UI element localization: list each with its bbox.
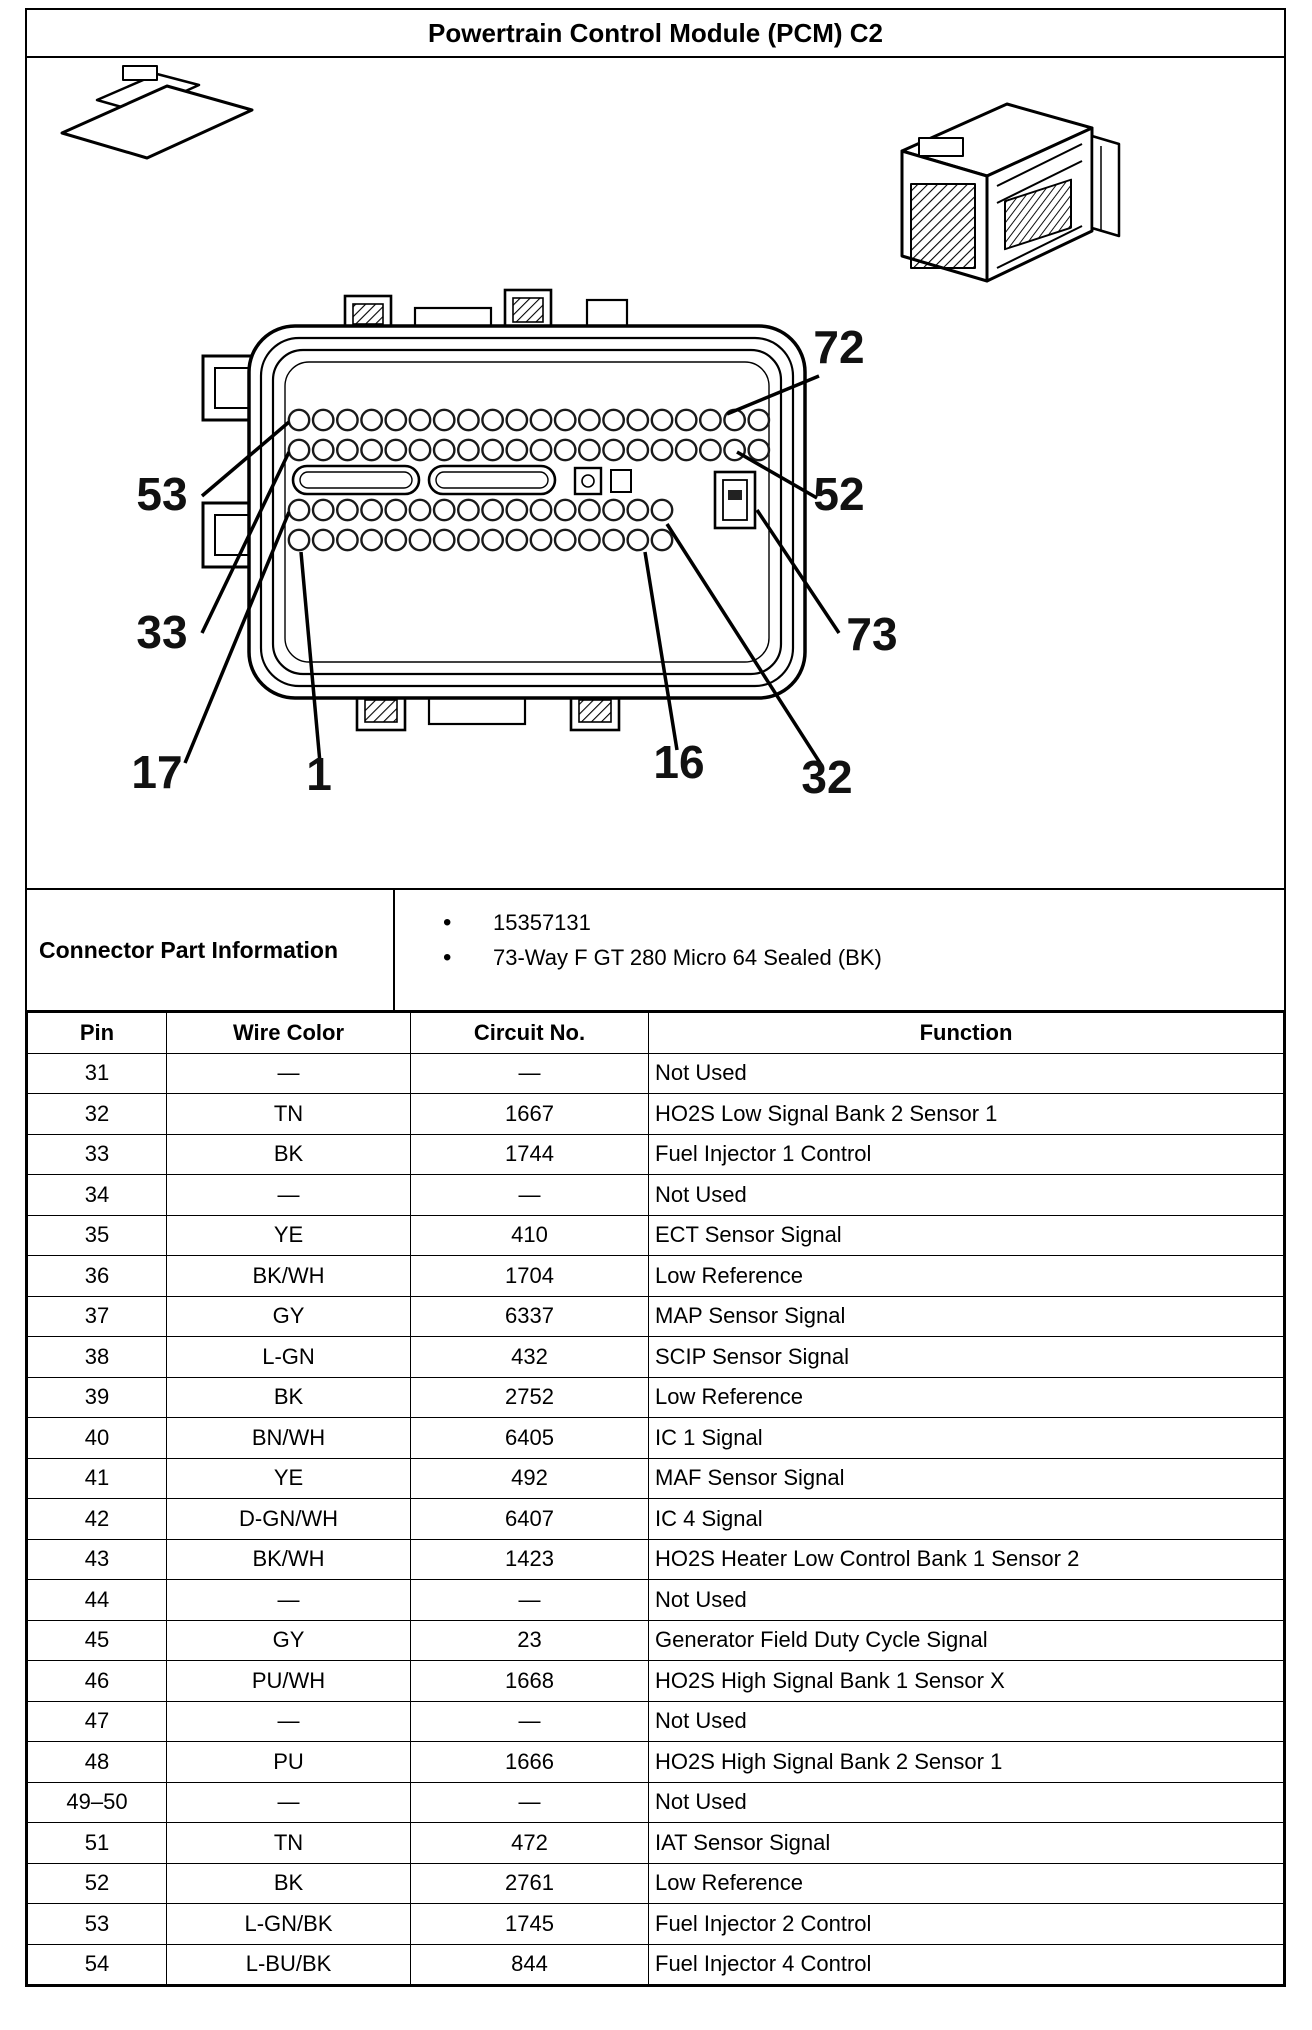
table-row bbox=[28, 1458, 1284, 1499]
pin-cell: 32 bbox=[28, 1094, 167, 1135]
circuit-no-cell: 1668 bbox=[411, 1661, 649, 1702]
pin-cell: 37 bbox=[28, 1296, 167, 1337]
function-cell: Not Used bbox=[649, 1175, 1284, 1216]
pin-cell: 34 bbox=[28, 1175, 167, 1216]
function-cell: HO2S Heater Low Control Bank 1 Sensor 2 bbox=[649, 1539, 1284, 1580]
table-row bbox=[28, 1863, 1284, 1904]
pin-cell: 36 bbox=[28, 1256, 167, 1297]
function-cell: HO2S High Signal Bank 2 Sensor 1 bbox=[649, 1742, 1284, 1783]
column-header-wire-color: Wire Color bbox=[167, 1013, 411, 1054]
wire-color-cell: BK bbox=[167, 1377, 411, 1418]
connector-part-information-label: Connector Part Information bbox=[27, 890, 395, 1010]
circuit-no-cell: 1704 bbox=[411, 1256, 649, 1297]
table-row bbox=[28, 1499, 1284, 1540]
table-row bbox=[28, 1134, 1284, 1175]
wire-color-cell: L-GN bbox=[167, 1337, 411, 1378]
wire-color-cell: GY bbox=[167, 1296, 411, 1337]
function-cell: HO2S Low Signal Bank 2 Sensor 1 bbox=[649, 1094, 1284, 1135]
pin-cell: 41 bbox=[28, 1458, 167, 1499]
pin-cell: 46 bbox=[28, 1661, 167, 1702]
table-row bbox=[28, 1377, 1284, 1418]
wire-color-cell: PU bbox=[167, 1742, 411, 1783]
table-row bbox=[28, 1337, 1284, 1378]
wire-color-cell: D-GN/WH bbox=[167, 1499, 411, 1540]
pinout-table-body bbox=[28, 1053, 1284, 1985]
callout-52: 52 bbox=[813, 468, 865, 520]
table-row bbox=[28, 1175, 1284, 1216]
content-frame bbox=[25, 8, 1286, 1987]
table-row bbox=[28, 1782, 1284, 1823]
pin-cell: 47 bbox=[28, 1701, 167, 1742]
function-cell: Fuel Injector 2 Control bbox=[649, 1904, 1284, 1945]
pin-cell: 33 bbox=[28, 1134, 167, 1175]
part-info-bullets bbox=[443, 909, 1284, 972]
column-header-pin: Pin bbox=[28, 1013, 167, 1054]
function-cell: Not Used bbox=[649, 1053, 1284, 1094]
callout-73: 73 bbox=[846, 608, 898, 660]
circuit-no-cell: — bbox=[411, 1175, 649, 1216]
circuit-no-cell: 2752 bbox=[411, 1377, 649, 1418]
connector-front-view bbox=[203, 290, 805, 730]
pin-cell: 53 bbox=[28, 1904, 167, 1945]
circuit-no-cell: 432 bbox=[411, 1337, 649, 1378]
connector-description: • 73-Way F GT 280 Micro 64 Sealed (BK) bbox=[443, 944, 1284, 972]
function-cell: SCIP Sensor Signal bbox=[649, 1337, 1284, 1378]
circuit-no-cell: 1745 bbox=[411, 1904, 649, 1945]
wire-color-cell: BK/WH bbox=[167, 1256, 411, 1297]
circuit-no-cell: — bbox=[411, 1580, 649, 1621]
circuit-no-cell: 1666 bbox=[411, 1742, 649, 1783]
pin-cell: 43 bbox=[28, 1539, 167, 1580]
circuit-no-cell: 492 bbox=[411, 1458, 649, 1499]
function-cell: IC 1 Signal bbox=[649, 1418, 1284, 1459]
wire-color-cell: L-BU/BK bbox=[167, 1944, 411, 1985]
wire-color-cell: — bbox=[167, 1580, 411, 1621]
table-row bbox=[28, 1580, 1284, 1621]
wire-color-cell: YE bbox=[167, 1458, 411, 1499]
pinout-table bbox=[27, 1012, 1284, 1985]
table-row bbox=[28, 1215, 1284, 1256]
table-row bbox=[28, 1094, 1284, 1135]
function-cell: Generator Field Duty Cycle Signal bbox=[649, 1620, 1284, 1661]
callout-17: 17 bbox=[131, 746, 183, 798]
callout-53: 53 bbox=[136, 468, 188, 520]
column-header-function: Function bbox=[649, 1013, 1284, 1054]
pin-cell: 48 bbox=[28, 1742, 167, 1783]
table-row bbox=[28, 1620, 1284, 1661]
pin-cell: 35 bbox=[28, 1215, 167, 1256]
table-row bbox=[28, 1256, 1284, 1297]
wire-color-cell: BK bbox=[167, 1863, 411, 1904]
table-row bbox=[28, 1296, 1284, 1337]
function-cell: Low Reference bbox=[649, 1256, 1284, 1297]
wire-color-cell: BK/WH bbox=[167, 1539, 411, 1580]
function-cell: Not Used bbox=[649, 1782, 1284, 1823]
circuit-no-cell: — bbox=[411, 1053, 649, 1094]
circuit-no-cell: 1423 bbox=[411, 1539, 649, 1580]
function-cell: Not Used bbox=[649, 1580, 1284, 1621]
table-row bbox=[28, 1742, 1284, 1783]
function-cell: Fuel Injector 4 Control bbox=[649, 1944, 1284, 1985]
circuit-no-cell: — bbox=[411, 1701, 649, 1742]
pin-cell: 51 bbox=[28, 1823, 167, 1864]
pin-cell: 38 bbox=[28, 1337, 167, 1378]
pin-cell: 42 bbox=[28, 1499, 167, 1540]
column-header-circuit-no: Circuit No. bbox=[411, 1013, 649, 1054]
table-row bbox=[28, 1701, 1284, 1742]
pin-cell: 31 bbox=[28, 1053, 167, 1094]
table-row bbox=[28, 1944, 1284, 1985]
circuit-no-cell: 1667 bbox=[411, 1094, 649, 1135]
part-number: • 15357131 bbox=[443, 909, 1284, 937]
wire-color-cell: — bbox=[167, 1053, 411, 1094]
pin-cell: 40 bbox=[28, 1418, 167, 1459]
wire-color-cell: L-GN/BK bbox=[167, 1904, 411, 1945]
table-row bbox=[28, 1539, 1284, 1580]
wire-color-cell: GY bbox=[167, 1620, 411, 1661]
wire-color-cell: YE bbox=[167, 1215, 411, 1256]
circuit-no-cell: 472 bbox=[411, 1823, 649, 1864]
function-cell: IC 4 Signal bbox=[649, 1499, 1284, 1540]
function-cell: MAF Sensor Signal bbox=[649, 1458, 1284, 1499]
wire-color-cell: TN bbox=[167, 1823, 411, 1864]
callout-32: 32 bbox=[801, 751, 853, 803]
callout-72: 72 bbox=[813, 321, 865, 373]
function-cell: Low Reference bbox=[649, 1863, 1284, 1904]
wire-color-cell: — bbox=[167, 1782, 411, 1823]
function-cell: IAT Sensor Signal bbox=[649, 1823, 1284, 1864]
circuit-no-cell: 2761 bbox=[411, 1863, 649, 1904]
circuit-no-cell: 6337 bbox=[411, 1296, 649, 1337]
circuit-no-cell: — bbox=[411, 1782, 649, 1823]
pin-cell: 45 bbox=[28, 1620, 167, 1661]
pin-cell: 49–50 bbox=[28, 1782, 167, 1823]
pin-cell: 54 bbox=[28, 1944, 167, 1985]
circuit-no-cell: 410 bbox=[411, 1215, 649, 1256]
circuit-no-cell: 844 bbox=[411, 1944, 649, 1985]
table-row bbox=[28, 1053, 1284, 1094]
wire-color-cell: TN bbox=[167, 1094, 411, 1135]
function-cell: Low Reference bbox=[649, 1377, 1284, 1418]
function-cell: ECT Sensor Signal bbox=[649, 1215, 1284, 1256]
wire-color-cell: BK bbox=[167, 1134, 411, 1175]
connector-diagram-area bbox=[27, 58, 1284, 890]
table-row bbox=[28, 1661, 1284, 1702]
wire-color-cell: — bbox=[167, 1175, 411, 1216]
circuit-no-cell: 6407 bbox=[411, 1499, 649, 1540]
table-row bbox=[28, 1904, 1284, 1945]
connector-diagram bbox=[27, 58, 1284, 888]
callout-33: 33 bbox=[136, 606, 188, 658]
pin-cell: 44 bbox=[28, 1580, 167, 1621]
table-row bbox=[28, 1418, 1284, 1459]
wire-color-cell: — bbox=[167, 1701, 411, 1742]
circuit-no-cell: 6405 bbox=[411, 1418, 649, 1459]
function-cell: Fuel Injector 1 Control bbox=[649, 1134, 1284, 1175]
wire-color-cell: PU/WH bbox=[167, 1661, 411, 1702]
function-cell: MAP Sensor Signal bbox=[649, 1296, 1284, 1337]
wire-color-cell: BN/WH bbox=[167, 1418, 411, 1459]
function-cell: Not Used bbox=[649, 1701, 1284, 1742]
table-row bbox=[28, 1823, 1284, 1864]
circuit-no-cell: 23 bbox=[411, 1620, 649, 1661]
callout-1: 1 bbox=[306, 748, 332, 800]
function-cell: HO2S High Signal Bank 1 Sensor X bbox=[649, 1661, 1284, 1702]
table-header-row bbox=[28, 1013, 1284, 1054]
pin-cell: 52 bbox=[28, 1863, 167, 1904]
page-title: Powertrain Control Module (PCM) C2 bbox=[27, 10, 1284, 58]
circuit-no-cell: 1744 bbox=[411, 1134, 649, 1175]
callout-16: 16 bbox=[653, 736, 705, 788]
connector-part-information-section bbox=[27, 890, 1284, 1012]
connector-isometric-view bbox=[62, 58, 1119, 281]
pin-cell: 39 bbox=[28, 1377, 167, 1418]
